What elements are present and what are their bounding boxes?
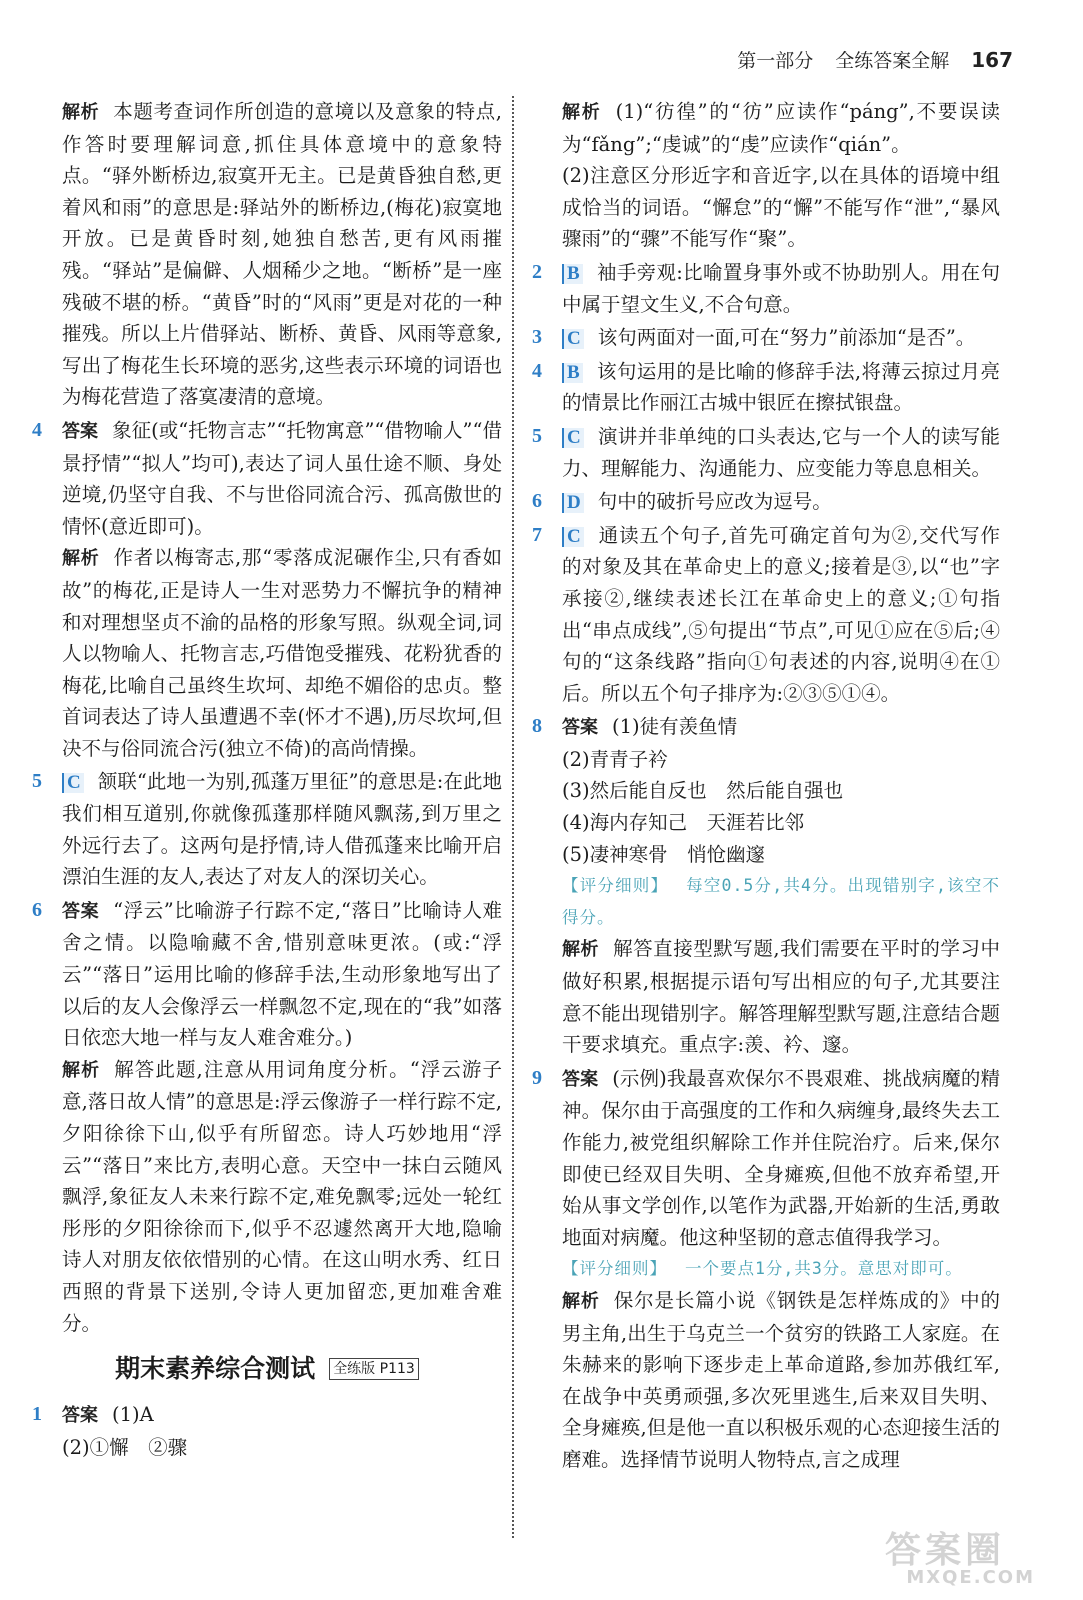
answer-text: 颔联“此地一为别,孤蓬万里征”的意思是:在此地我们相互道别,你就像孤蓬那样随风飘荡,到万里之外远行去了。这两句是抒情,诗人借孤蓬来比喻开启漂泊生涯的友人,表达了对友人的深切关心。 [62,770,502,889]
page-header [737,46,1013,73]
answer-choice: C [562,527,584,547]
answer-text: 袖手旁观:比喻置身事外或不协助别人。用在句中属于望文生义,不合句意。 [562,260,1000,316]
answer-text: 演讲并非单纯的口头表达,它与一个人的读写能力、理解能力、沟通能力、应变能力等息息相关。 [562,424,1000,480]
answer-line: (4)海内存知己 天涯若比邻 [562,811,805,835]
question-number: 4 [32,418,42,441]
question-number: 5 [32,770,42,793]
column-divider [512,96,514,1538]
section-question-4 [532,356,1000,419]
answer-text: (示例)我最喜欢保尔不畏艰难、挑战病魔的精神。保尔由于高强度的工作和久病缠身,最终失去工作能力,被党组织解除工作并住院治疗。后来,保尔即使已经双目失明、全身瘫痪,但他不放弃希望,开始从事文学创作,以笔作为武器,开始新的生活,勇敢地面对病魔。他这种坚韧的意志值得我学习。 [562,1066,1001,1249]
question-6 [32,895,502,1339]
analysis-text: 本题考查词作所创造的意境以及意象的特点,作答时要理解词意,抓住具体意境中的意象特点。“驿外断桥边,寂寞开无主。已是黄昏独自愁,更着风和雨”的意思是:驿站外的断桥边,(梅花)寂寞地开放。已是黄昏时刻,她独自愁苦,更有风雨摧残。“驿站”是偏僻、人烟稀少之地。“断桥”是一座残破不堪的桥。“黄昏”时的“风雨”更是对花的一种摧残。所以上片借驿站、断桥、黄昏、风雨等意象,写出了梅花生长环境的恶劣,这些表示环境的词语也为梅花营造了落寞凄清的意境。 [62,100,503,409]
criteria-text: 每空0.5分,共4分。出现错别字,该空不得分。 [562,876,1001,927]
criteria-tag: 【评分细则】 [562,1259,667,1279]
section-ref-badge: 全练版 P113 [329,1358,419,1380]
question-number: 6 [32,898,42,921]
question-number: 4 [532,359,542,382]
question-number: 7 [532,523,542,546]
question-4 [32,415,502,765]
analysis-text: 解答此题,注意从用词角度分析。“浮云游子意,落日故人情”的意思是:浮云像游子一样行踪不定,夕阳徐徐下山,似乎有所留恋。诗人巧妙地用“浮云”“落日”来比方,表明心意。天空中一抹白云随风飘浮,象征友人未来行踪不定,难免飘零;远处一轮红彤彤的夕阳徐徐而下,似乎不忍遽然离开大地,隐喻诗人对朋友依依惜别的心情。在这山明水秀、红日西照的背景下送别,令诗人更加留恋,更加难舍难分。 [62,1057,503,1335]
question-number: 8 [532,715,542,738]
answer-choice: D [562,493,584,513]
analysis-text: (1)“彷徨”的“彷”应读作“páng”,不要误读为“fǎng”;“虔诚”的“虔”应读作“qián”。 [562,100,1001,156]
section-question-5 [532,421,1000,484]
section-question-9 [532,1063,1000,1476]
answer-text: 通读五个句子,首先可确定首句为②,交代写作的对象及其在革命史上的意义;接着是③,以“也”字承接②,继续表述长江在革命史上的意义;①句指出“串点成线”,⑤句提出“节点”,可见①应在⑤后;④句的“这条线路”指向①句表述的内容,说明④在①后。所以五个句子排序为:②③⑤①④。 [562,523,1000,705]
section-question-1 [32,1399,502,1463]
section-question-8 [532,711,1000,1061]
answer-choice: C [562,329,584,349]
analysis-text: 解答直接型默写题,我们需要在平时的学习中做好积累,根据提示语句写出相应的句子,尤其要注意不能出现错别字。解答理解型默写题,注意结合题干要求填充。重点字:羡、衿、邃。 [562,937,1000,1057]
answer-tag: 答案 [562,717,598,739]
section-question-1-analysis [532,96,1000,255]
analysis-tag: 解析 [562,1290,600,1312]
answer-choice: B [562,363,583,383]
page-number: 167 [971,48,1013,72]
question-number: 5 [532,424,542,447]
question-number: 3 [532,326,542,349]
section-question-2 [532,257,1000,320]
answer-line: (1)徒有羡鱼情 [612,715,738,739]
answer-tag: 答案 [562,1068,599,1090]
analysis-text: 保尔是长篇小说《钢铁是怎样炼成的》中的男主角,出生于乌克兰一个贫穷的铁路工人家庭。在朱赫来的影响下逐步走上革命道路,参加苏俄红军,在战争中英勇顽强,多次死里逃生,后来双目失明、全身瘫痪,但是他一直以积极乐观的心态迎接生活的磨难。选择情节说明人物特点,言之成理 [562,1288,1000,1471]
answer-text: “浮云”比喻游子行踪不定,“落日”比喻诗人难舍之情。以隐喻藏不舍,惜别意味更浓。(或:“浮云”“落日”运用比喻的修辞手法,生动形象地写出了以后的友人会像浮云一样飘忽不定,现在的“我”如落日依恋大地一样与友人难舍难分。) [62,898,503,1050]
scoring-criteria [562,1253,1000,1285]
answer-line: (3)然后能自反也 然后能自强也 [562,779,844,803]
watermark-text: 答案圈 [885,1530,1006,1571]
answer-line: (5)凄神寒骨 悄怆幽邃 [562,842,766,866]
right-column [532,96,1000,1478]
answer-tag: 答案 [62,1405,98,1427]
answer-text: 象征(或“托物言志”“托物寓意”“借物喻人”“借景抒情”“拟人”均可),表达了词人虽仕途不顺、身处逆境,仍坚守自我、不与世俗同流合污、孤高傲世的情怀(意近即可)。 [62,418,502,538]
answer-choice: C [562,428,584,448]
answer-tag: 答案 [62,420,99,442]
watermark-logo [885,1522,1035,1588]
criteria-tag: 【评分细则】 [562,876,669,896]
answer-text: 该句运用的是比喻的修辞手法,将薄云掠过月亮的情景比作丽江古城中银匠在擦拭银盘。 [562,359,1000,415]
left-column [32,96,502,1465]
analysis-tag: 解析 [562,102,602,123]
analysis-text: (2)注意区分形近字和音近字,以在具体的语境中组成恰当的词语。“懈怠”的“懈”不能写作“泄”,“暴风骤雨”的“骤”不能写作“聚”。 [562,164,1000,251]
answer-line: (2)①懈 ②骤 [62,1435,188,1459]
section-question-7 [532,520,1000,710]
criteria-text: 一个要点1分,共3分。意思对即可。 [685,1259,963,1279]
question-number: 1 [32,1403,42,1426]
analysis-tag: 解析 [62,102,100,123]
section-title [32,1353,502,1393]
answer-line: (1)A [112,1403,154,1427]
analysis-text: 作者以梅寄志,那“零落成泥碾作尘,只有香如故”的梅花,正是诗人一生对恶势力不懈抗争的精神和对理想坚贞不渝的品格的形象写照。纵观全词,词人以物喻人、托物言志,巧借饱受摧残、花粉犹香的梅花,比喻自己虽终生坎坷、却绝不媚俗的忠贞。整首词表达了诗人虽遭遇不幸(怀才不遇),历尽坎坷,但决不与俗同流合污(独立不倚)的高尚情操。 [62,546,502,760]
answer-tag: 答案 [62,900,100,922]
analysis-tag: 解析 [562,939,600,961]
answer-text: 该句两面对一面,可在“努力”前添加“是否”。 [597,326,976,350]
analysis-tag: 解析 [62,1059,101,1081]
header-part: 第一部分 [737,50,814,72]
question-number: 2 [532,260,542,283]
answer-choice: B [562,264,583,284]
q3-analysis [32,96,502,413]
question-number: 6 [532,490,542,513]
answer-choice: C [62,773,84,793]
answer-line: (2)青青子衿 [562,747,668,771]
section-question-3 [532,322,1000,354]
question-number: 9 [532,1066,542,1089]
section-title-text: 期末素养综合测试 [115,1354,316,1384]
header-book: 全练答案全解 [835,50,950,72]
question-5 [32,766,502,892]
section-question-6 [532,486,1000,518]
answer-text: 句中的破折号应改为逗号。 [597,490,832,514]
watermark-url: MXQE.COM [906,1567,1035,1588]
analysis-tag: 解析 [62,548,100,570]
scoring-criteria [562,870,1000,933]
